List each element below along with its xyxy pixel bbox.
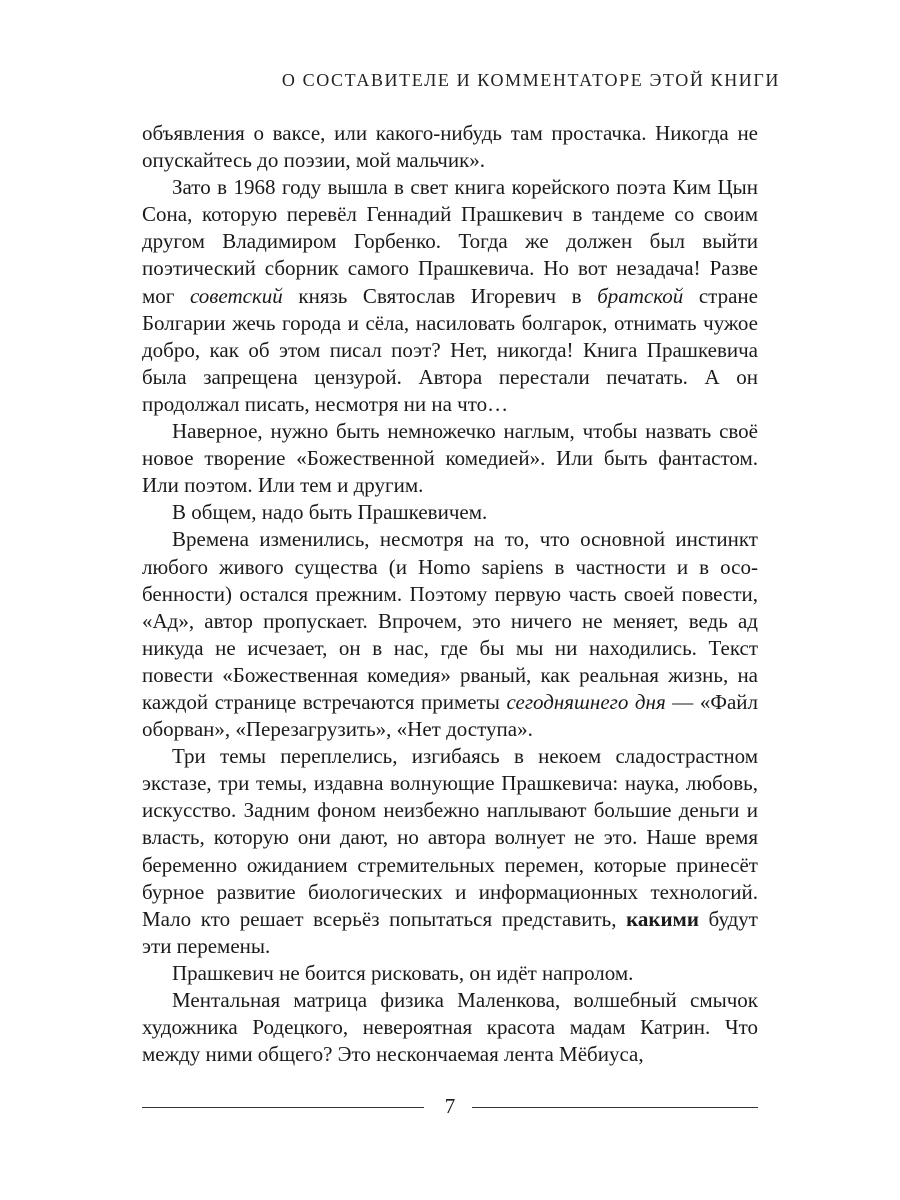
paragraph-4: В общем, надо быть Прашкевичем.	[172, 500, 488, 525]
p5-text-a: Времена изменились, несмотря на то, что основной инстинкт любого живого существа (и Homo sapiens в частности и в особенности) остался прежним. Поэтому первую часть своей повести, «Ад», автор пропускает. Впрочем, это ничего не меняет, ведь ад никуда не исчезает, он в нас, где бы мы ни находились. Текст повести «Божественная комедия» рваный, как реальная жизнь, на каждой странице встречаются приметы	[142, 527, 758, 714]
p2-text-b: князь Святослав Игоревич в	[282, 283, 598, 308]
p2-italic-sovetsky: советский	[190, 283, 283, 308]
p6-bold-kakimi: какими	[626, 906, 699, 931]
paragraph-7: Прашкевич не боится рисковать, он идёт напролом.	[172, 960, 634, 985]
page-footer	[142, 1092, 758, 1122]
p2-italic-bratskoy: братской	[597, 283, 684, 308]
page-number: 7	[444, 1094, 456, 1118]
page-body	[142, 120, 758, 1068]
p2-text-c: стране Болгарии жечь города и сёла, насиловать болгарок, отнимать чужое добро, как об этом писал поэт? Нет, никогда! Книга Прашкевича была запрещена цензурой. Автора перестали печатать. А он продолжал писать, несмотря ни на что…	[142, 283, 758, 416]
paragraph-8: Ментальная матрица физика Маленкова, волшебный смычок художника Родецкого, невероятная красота мадам Катрин. Что между ними общего? Это нескончаемая лента Мёбиуса,	[142, 988, 758, 1067]
footer-rule-right	[472, 1107, 758, 1108]
paragraph-2	[142, 174, 758, 418]
paragraph-3: Наверное, нужно быть немножечко наглым, чтобы назвать своё новое творение «Божественной комедией». Или быть фантастом. Или поэтом. Или тем и другим.	[142, 419, 758, 498]
paragraph-1: объявления о ваксе, или какого-нибудь там простачка. Никогда не опускайтесь до поэзии, мой мальчик».	[142, 121, 758, 173]
p2-text-a: Зато в 1968 году вышла в свет книга корейского поэта Ким Цын Сона, которую перевёл Геннадий Прашкевич в тандеме со своим другом Владимиром Горбенко. Тогда же должен был выйти поэтический сборник самого Прашкевича. Но вот незадача! Разве мог	[142, 175, 758, 308]
p6-text-a: Три темы переплелись, изгибаясь в некоем сладострастном экстазе, три темы, издавна волнующие Прашкевича: наука, любовь, искусство. Задним фоном неизбежно наплывают большие деньги и власть, которую они дают, но автора волнует не это. Наше время беременно ожиданием стремительных перемен, которые принесёт бурное развитие биологических и информационных технологий. Мало кто решает всерьёз попытаться представить,	[142, 744, 758, 931]
paragraph-5	[142, 526, 758, 743]
p5-text-b: — «Файл оборван», «Перезагрузить», «Нет доступа».	[142, 689, 758, 742]
running-head: О СОСТАВИТЕЛЕ И КОММЕНТАТОРЕ ЭТОЙ КНИГИ	[281, 70, 780, 90]
paragraph-6	[142, 743, 758, 960]
p6-text-b: будут эти перемены.	[142, 906, 758, 958]
p5-italic-segodnyashnego-dnya: сегодняшнего дня	[506, 689, 666, 714]
